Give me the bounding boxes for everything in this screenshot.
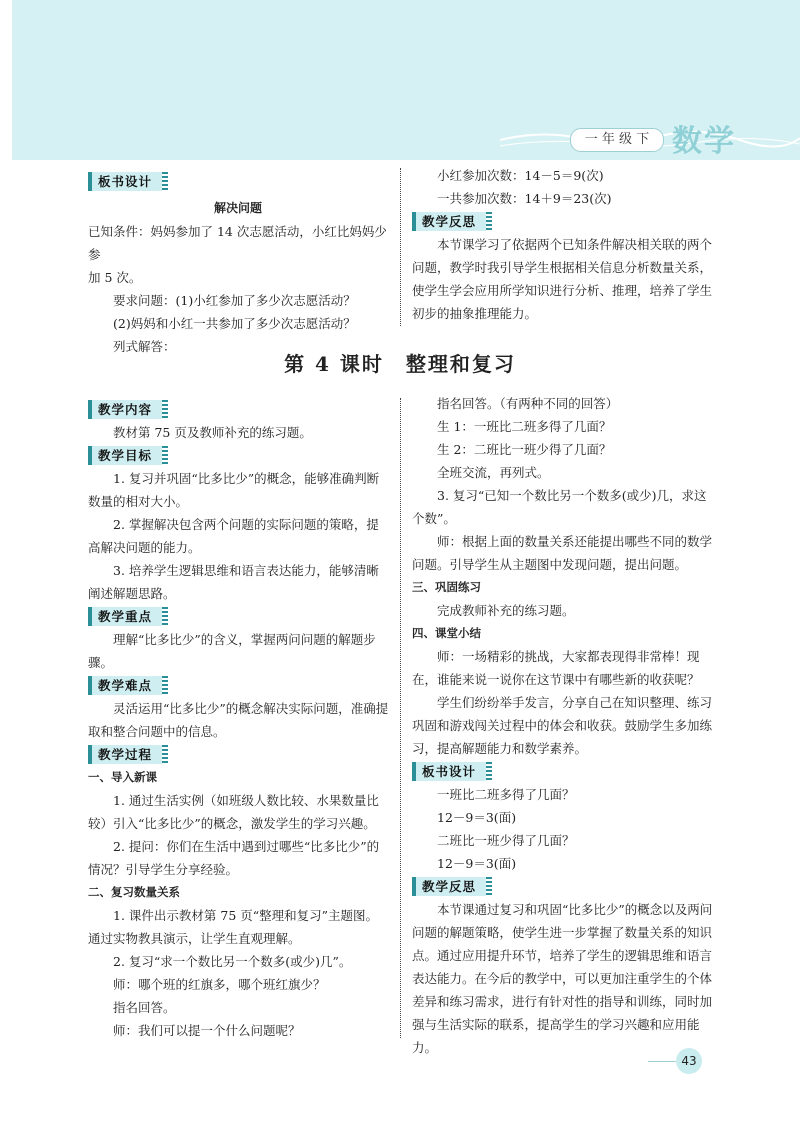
process-text: 师：我们可以提一个什么问题呢？ — [113, 1023, 301, 1038]
board-line: 二班比一班少得了几面？ — [437, 833, 575, 848]
top-left-column — [88, 170, 388, 358]
board-line: 列式解答： — [113, 339, 176, 354]
reflection-text: 本节课通过复习和巩固“比多比少”的概念以及两问问题的解题策略，使学生进一步掌握了数量关系的知识点。通过应用提升环节，培养了学生的逻辑思维和语言表达能力。在今后的教学中，可以更加注重学生的个体差异和练习需求，进行有针对性的指导和训练，同时加强与生活实际的联系，提高学生的学习兴趣和应用能力。 — [412, 902, 713, 1055]
process-text: 2. 复习“求一个数比另一个数多(或少)几”。 — [113, 954, 352, 969]
tag-reflection: 教学反思 — [412, 212, 486, 231]
column-divider — [400, 398, 401, 1038]
lesson-title: 第 4 课时 整理和复习 — [284, 352, 516, 376]
grade-label: 一 年 级 下 — [570, 128, 664, 152]
goal-item: 2. 掌握解决包含两个问题的实际问题的策略，提高解决问题的能力。 — [88, 517, 379, 555]
process-text: 生 2：二班比一班少得了几面？ — [437, 442, 612, 457]
main-left-column — [88, 398, 390, 1042]
board-heading: 解决问题 — [213, 201, 262, 215]
tag-content: 教学内容 — [88, 400, 162, 419]
answer-line: 小红参加次数：14－5＝9(次) — [437, 168, 604, 183]
key-text: 理解“比多比少”的含义，掌握两问问题的解题步骤。 — [88, 632, 376, 670]
process-text: 师：根据上面的数量关系还能提出哪些不同的数学问题。引导学生从主题图中发现问题，提出问题。 — [412, 534, 713, 572]
page-number-line — [648, 1061, 676, 1062]
subject-label: 数学 — [672, 124, 736, 159]
section-heading: 三、巩固练习 — [412, 580, 481, 594]
board-line: 加 5 次。 — [88, 270, 142, 285]
content-text: 教材第 75 页及教师补充的练习题。 — [113, 425, 312, 440]
section-heading: 一、导入新课 — [88, 770, 157, 784]
process-text: 2. 提问：你们在生活中遇到过哪些“比多比少”的情况？引导学生分享经验。 — [88, 839, 380, 877]
process-text: 师：一场精彩的挑战，大家都表现得非常棒！现在，谁能来说一说你在这节课中有哪些新的收获呢？ — [412, 649, 700, 687]
main-right-column — [412, 392, 716, 1059]
goal-item: 3. 培养学生逻辑思维和语言表达能力，能够清晰阐述解题思路。 — [88, 563, 379, 601]
page-number: 43 — [676, 1048, 702, 1074]
board-line: 已知条件：妈妈参加了 14 次志愿活动，小红比妈妈少参 — [88, 224, 387, 262]
process-text: 生 1：一班比二班多得了几面？ — [437, 419, 612, 434]
tag-goals: 教学目标 — [88, 446, 162, 465]
process-text: 1. 课件出示教材第 75 页“整理和复习”主题图。通过实物教具演示，让学生直观理解。 — [88, 908, 379, 946]
section-heading: 二、复习数量关系 — [88, 885, 180, 899]
answer-line: 一共参加次数：14＋9＝23(次) — [437, 191, 612, 206]
tag-difficulties: 教学难点 — [88, 676, 162, 695]
process-text: 师：哪个班的红旗多，哪个班红旗少？ — [113, 977, 326, 992]
board-line: 要求问题：(1)小红参加了多少次志愿活动？ — [113, 293, 356, 308]
process-text: 3. 复习“已知一个数比另一个数多(或少)几，求这个数”。 — [412, 488, 707, 526]
difficulty-text: 灵活运用“比多比少”的概念解决实际问题，准确提取和整合问题中的信息。 — [88, 701, 389, 739]
process-text: 指名回答。 — [113, 1000, 176, 1015]
board-line: 一班比二班多得了几面？ — [437, 787, 575, 802]
process-text: 学生们纷纷举手发言，分享自己在知识整理、练习巩固和游戏闯关过程中的体会和收获。鼓励学生多加练习，提高解题能力和数学素养。 — [412, 695, 713, 756]
tag-process: 教学过程 — [88, 745, 162, 764]
tag-key-points: 教学重点 — [88, 607, 162, 626]
tag-board-design: 板书设计 — [412, 762, 486, 781]
tag-board-design: 板书设计 — [88, 172, 162, 191]
board-line: 12－9＝3(面) — [437, 810, 517, 825]
process-text: 完成教师补充的练习题。 — [437, 603, 575, 618]
board-line: 12－9＝3(面) — [437, 856, 517, 871]
process-text: 指名回答。（有两种不同的回答） — [437, 396, 619, 411]
section-heading: 四、课堂小结 — [412, 626, 481, 640]
top-right-column — [412, 164, 712, 325]
column-divider — [400, 168, 401, 326]
process-text: 1. 通过生活实例（如班级人数比较、水果数量比较）引入“比多比少”的概念，激发学生的学习兴趣。 — [88, 793, 379, 831]
goal-item: 1. 复习并巩固“比多比少”的概念，能够准确判断数量的相对大小。 — [88, 471, 380, 509]
tag-reflection: 教学反思 — [412, 877, 486, 896]
board-line: (2)妈妈和小红一共参加了多少次志愿活动？ — [113, 316, 356, 331]
process-text: 全班交流，再列式。 — [437, 465, 550, 480]
reflection-text: 本节课学习了依据两个已知条件解决相关联的两个问题，教学时我引导学生根据相关信息分析数量关系，使学生学会应用所学知识进行分析、推理，培养了学生初步的抽象推理能力。 — [412, 237, 713, 321]
